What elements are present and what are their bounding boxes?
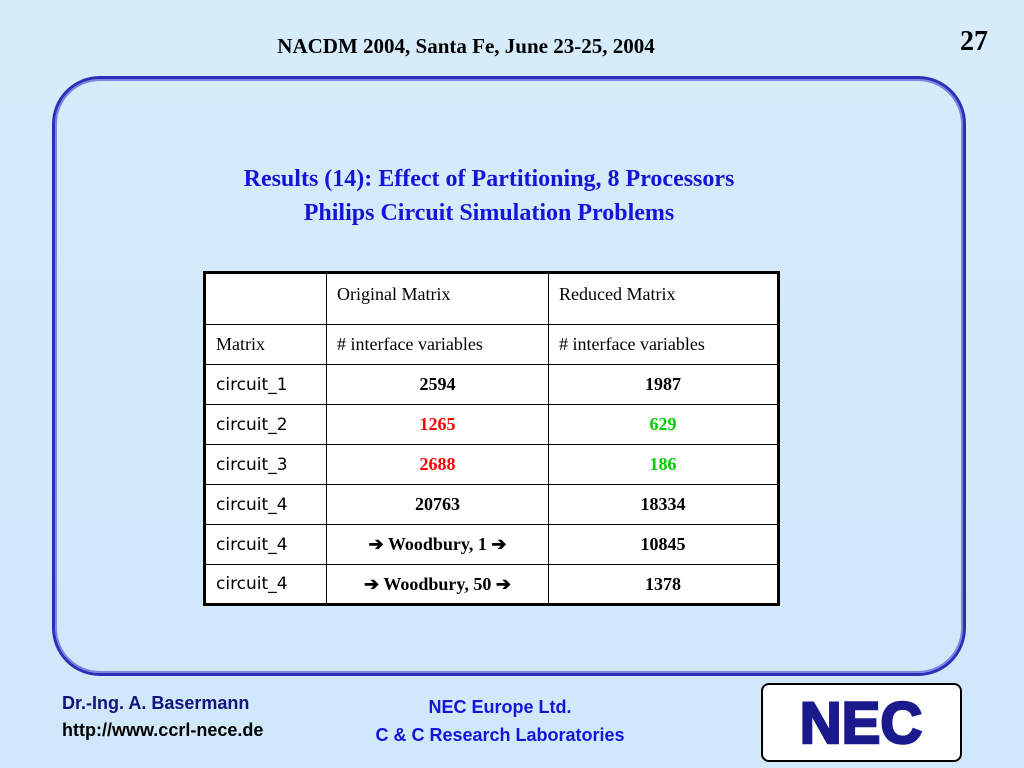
header-cell-empty	[205, 273, 327, 325]
org-name: NEC Europe Ltd.	[428, 697, 572, 717]
matrix-name: circuit_3	[205, 445, 327, 485]
title-line-1: Results (14): Effect of Partitioning, 8 Processors	[243, 166, 735, 192]
arrow-right-icon: ➔	[368, 534, 384, 554]
matrix-name: circuit_4	[205, 565, 327, 605]
nec-logo	[761, 683, 962, 762]
arrow-right-icon: ➔	[491, 534, 507, 554]
org-lab: C & C Research Laboratories	[375, 725, 625, 745]
arrow-right-icon: ➔	[495, 573, 511, 594]
table-header-row	[205, 273, 779, 325]
table-row	[205, 485, 779, 525]
conference-header: NACDM 2004, Santa Fe, June 23-25, 2004	[277, 34, 655, 58]
footer-organization	[330, 693, 670, 749]
table-row	[205, 525, 779, 565]
original-value: 2688	[327, 445, 549, 485]
original-value: 20763	[327, 485, 549, 525]
reduced-value: 18334	[549, 485, 779, 525]
subheader-cell-matrix: Matrix	[205, 325, 327, 365]
woodbury-label: Woodbury, 50	[383, 573, 492, 594]
table-row	[205, 405, 779, 445]
reduced-value: 629	[549, 405, 779, 445]
header-cell-reduced: Reduced Matrix	[549, 273, 779, 325]
matrix-name: circuit_2	[205, 405, 327, 445]
title-line-2: Philips Circuit Simulation Problems	[303, 200, 675, 226]
subheader-cell-reduced: # interface variables	[549, 325, 779, 365]
matrix-name: circuit_1	[205, 365, 327, 405]
table-row	[205, 365, 779, 405]
original-value	[327, 565, 549, 605]
reduced-value: 186	[549, 445, 779, 485]
nec-logo-graphic	[763, 685, 960, 760]
nec-logo-text: NEC	[799, 691, 923, 756]
table-subheader-row	[205, 325, 779, 365]
results-table	[203, 271, 780, 606]
reduced-value: 10845	[549, 525, 779, 565]
footer-author-block	[62, 690, 263, 744]
original-value: 1265	[327, 405, 549, 445]
slide-title	[0, 162, 978, 230]
reduced-value: 1378	[549, 565, 779, 605]
original-value	[327, 525, 549, 565]
page-number: 27	[960, 26, 988, 57]
table-row	[205, 445, 779, 485]
subheader-cell-original: # interface variables	[327, 325, 549, 365]
matrix-name: circuit_4	[205, 525, 327, 565]
table-row	[205, 565, 779, 605]
reduced-value: 1987	[549, 365, 779, 405]
original-value: 2594	[327, 365, 549, 405]
author-name: Dr.-Ing. A. Basermann	[62, 693, 250, 713]
website-link[interactable]: http://www.ccrl-nece.de	[62, 720, 264, 740]
arrow-right-icon: ➔	[364, 573, 380, 594]
woodbury-label: Woodbury, 1	[387, 534, 487, 554]
matrix-name: circuit_4	[205, 485, 327, 525]
header-cell-original: Original Matrix	[327, 273, 549, 325]
